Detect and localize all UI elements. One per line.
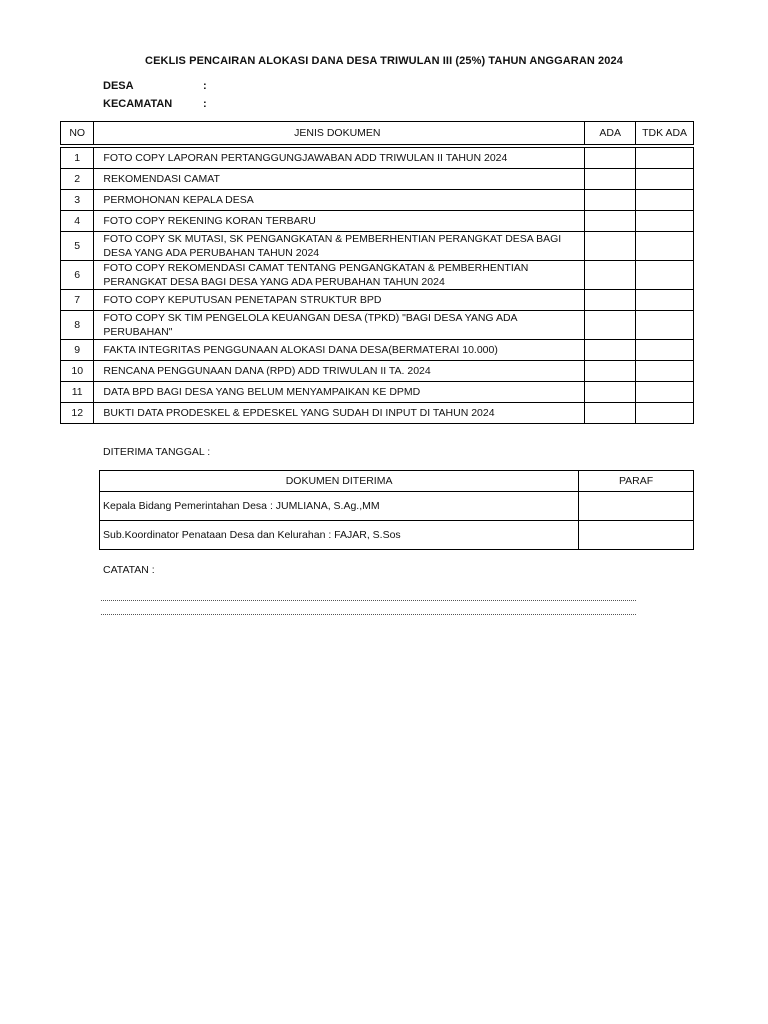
- desa-label: DESA: [103, 80, 134, 92]
- row-ada-checkbox[interactable]: [585, 232, 636, 261]
- header-jenis-dokumen: JENIS DOKUMEN: [94, 122, 585, 145]
- paraf-cell[interactable]: [579, 521, 694, 550]
- row-jenis-dokumen: BUKTI DATA PRODESKEL & EPDESKEL YANG SUDAH DI INPUT DI TAHUN 2024: [94, 403, 585, 424]
- row-no: 2: [61, 169, 94, 190]
- header-tdk-ada: TDK ADA: [636, 122, 694, 145]
- row-tdk-ada-checkbox[interactable]: [636, 169, 694, 190]
- dokumen-diterima-table: [99, 470, 694, 550]
- row-ada-checkbox[interactable]: [585, 382, 636, 403]
- paraf-cell[interactable]: [579, 492, 694, 521]
- kecamatan-colon: :: [203, 98, 207, 110]
- diterima-tanggal: DITERIMA TANGGAL :: [103, 446, 211, 458]
- row-tdk-ada-checkbox[interactable]: [636, 311, 694, 340]
- row-jenis-dokumen: FOTO COPY SK MUTASI, SK PENGANGKATAN & PEMBERHENTIAN PERANGKAT DESA BAGI DESA YANG ADA PERUBAHAN TAHUN 2024: [94, 232, 585, 261]
- row-jenis-dokumen: FOTO COPY SK TIM PENGELOLA KEUANGAN DESA (TPKD) "BAGI DESA YANG ADA PERUBAHAN": [94, 311, 585, 340]
- checklist-row: [61, 361, 694, 382]
- checklist-row: [61, 311, 694, 340]
- header-ada: ADA: [585, 122, 636, 145]
- row-jenis-dokumen: PERMOHONAN KEPALA DESA: [94, 190, 585, 211]
- kecamatan-field: [103, 98, 207, 110]
- dokumen-diterima-body: [100, 492, 694, 550]
- desa-colon: :: [203, 80, 207, 92]
- row-no: 4: [61, 211, 94, 232]
- row-no: 3: [61, 190, 94, 211]
- row-no: 7: [61, 290, 94, 311]
- row-ada-checkbox[interactable]: [585, 340, 636, 361]
- checklist-table: [60, 121, 694, 424]
- row-jenis-dokumen: DATA BPD BAGI DESA YANG BELUM MENYAMPAIKAN KE DPMD: [94, 382, 585, 403]
- checklist-body: [61, 148, 694, 424]
- kecamatan-label: KECAMATAN: [103, 98, 173, 110]
- desa-field: [103, 80, 207, 92]
- checklist-row: [61, 190, 694, 211]
- page-title: CEKLIS PENCAIRAN ALOKASI DANA DESA TRIWULAN III (25%) TAHUN ANGGARAN 2024: [145, 55, 623, 67]
- row-ada-checkbox[interactable]: [585, 290, 636, 311]
- header-no: NO: [61, 122, 94, 145]
- checklist-row: [61, 382, 694, 403]
- checklist-row: [61, 290, 694, 311]
- row-jenis-dokumen: FAKTA INTEGRITAS PENGGUNAAN ALOKASI DANA DESA(BERMATERAI 10.000): [94, 340, 585, 361]
- row-tdk-ada-checkbox[interactable]: [636, 361, 694, 382]
- row-no: 12: [61, 403, 94, 424]
- row-tdk-ada-checkbox[interactable]: [636, 211, 694, 232]
- dokumen-row: [100, 521, 694, 550]
- catatan-label: CATATAN :: [103, 564, 155, 576]
- dokumen-official: Kepala Bidang Pemerintahan Desa : JUMLIANA, S.Ag.,MM: [100, 492, 579, 521]
- dokumen-official: Sub.Koordinator Penataan Desa dan Kelurahan : FAJAR, S.Sos: [100, 521, 579, 550]
- row-ada-checkbox[interactable]: [585, 211, 636, 232]
- row-no: 10: [61, 361, 94, 382]
- row-jenis-dokumen: FOTO COPY REKOMENDASI CAMAT TENTANG PENGANGKATAN & PEMBERHENTIAN PERANGKAT DESA BAGI DESA YANG ADA PERUBAHAN TAHUN 2024: [94, 261, 585, 290]
- row-no: 9: [61, 340, 94, 361]
- checklist-row: [61, 211, 694, 232]
- catatan-dotted-line[interactable]: [101, 600, 636, 601]
- row-ada-checkbox[interactable]: [585, 361, 636, 382]
- row-tdk-ada-checkbox[interactable]: [636, 382, 694, 403]
- row-jenis-dokumen: FOTO COPY REKENING KORAN TERBARU: [94, 211, 585, 232]
- row-no: 5: [61, 232, 94, 261]
- checklist-row: [61, 403, 694, 424]
- row-jenis-dokumen: FOTO COPY LAPORAN PERTANGGUNGJAWABAN ADD TRIWULAN II TAHUN 2024: [94, 148, 585, 169]
- checklist-row: [61, 232, 694, 261]
- row-tdk-ada-checkbox[interactable]: [636, 232, 694, 261]
- row-tdk-ada-checkbox[interactable]: [636, 190, 694, 211]
- row-no: 8: [61, 311, 94, 340]
- row-jenis-dokumen: REKOMENDASI CAMAT: [94, 169, 585, 190]
- catatan-dotted-line[interactable]: [101, 614, 636, 615]
- row-ada-checkbox[interactable]: [585, 190, 636, 211]
- header-dokumen-diterima: DOKUMEN DITERIMA: [100, 471, 579, 492]
- row-tdk-ada-checkbox[interactable]: [636, 290, 694, 311]
- row-ada-checkbox[interactable]: [585, 311, 636, 340]
- checklist-row: [61, 261, 694, 290]
- row-ada-checkbox[interactable]: [585, 148, 636, 169]
- dokumen-header-row: [100, 471, 694, 492]
- row-ada-checkbox[interactable]: [585, 403, 636, 424]
- checklist-row: [61, 169, 694, 190]
- checklist-row: [61, 340, 694, 361]
- row-tdk-ada-checkbox[interactable]: [636, 340, 694, 361]
- row-tdk-ada-checkbox[interactable]: [636, 148, 694, 169]
- checklist-row: [61, 148, 694, 169]
- row-ada-checkbox[interactable]: [585, 169, 636, 190]
- row-no: 11: [61, 382, 94, 403]
- row-tdk-ada-checkbox[interactable]: [636, 261, 694, 290]
- row-tdk-ada-checkbox[interactable]: [636, 403, 694, 424]
- row-no: 6: [61, 261, 94, 290]
- row-ada-checkbox[interactable]: [585, 261, 636, 290]
- header-paraf: PARAF: [579, 471, 694, 492]
- row-jenis-dokumen: FOTO COPY KEPUTUSAN PENETAPAN STRUKTUR BPD: [94, 290, 585, 311]
- row-no: 1: [61, 148, 94, 169]
- row-jenis-dokumen: RENCANA PENGGUNAAN DANA (RPD) ADD TRIWULAN II TA. 2024: [94, 361, 585, 382]
- checklist-header-row: [61, 122, 694, 145]
- dokumen-row: [100, 492, 694, 521]
